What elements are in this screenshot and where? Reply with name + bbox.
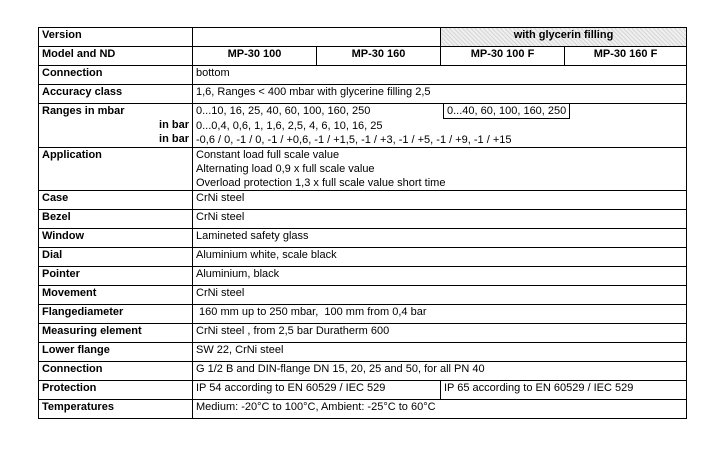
accuracy-row [39, 85, 687, 104]
spec-table [38, 27, 687, 419]
ranges-label: Ranges in mbar [42, 105, 125, 117]
spec-table-container [38, 27, 686, 419]
temperatures-row [39, 400, 687, 419]
window-value: Lamineted safety glass [193, 229, 687, 248]
bezel-label: Bezel [39, 210, 193, 229]
temperatures-label: Temperatures [39, 400, 193, 419]
application-line-3: Overload protection 1,3 x full scale value short time [196, 177, 446, 189]
glycerin-filling-header: with glycerin filling [441, 28, 687, 47]
model-mp30-160: MP-30 160 [317, 47, 441, 66]
lower-flange-label: Lower flange [39, 343, 193, 362]
application-line-1: Constant load full scale value [196, 149, 340, 161]
ranges-row [39, 104, 687, 148]
ranges-bar2-label: in bar [159, 133, 189, 145]
model-row [39, 47, 687, 66]
connection2-value: G 1/2 B and DIN-flange DN 15, 20, 25 and 50, for all PN 40 [193, 362, 687, 381]
protection-right: IP 65 according to EN 60529 / IEC 529 [441, 381, 687, 400]
application-line-2: Alternating load 0,9 x full scale value [196, 163, 375, 175]
ranges-bar-values: 0...0,4, 0,6, 1, 1,6, 2,5, 4, 6, 10, 16, 25 [196, 120, 383, 132]
lower-flange-row [39, 343, 687, 362]
movement-row [39, 286, 687, 305]
measuring-element-value: CrNi steel , from 2,5 bar Duratherm 600 [193, 324, 687, 343]
dial-label: Dial [39, 248, 193, 267]
window-label: Window [39, 229, 193, 248]
connection-label: Connection [39, 66, 193, 85]
connection-value: bottom [193, 66, 687, 85]
application-row [39, 148, 687, 191]
application-values [193, 148, 687, 191]
measuring-element-label: Measuring element [39, 324, 193, 343]
measuring-element-row [39, 324, 687, 343]
ranges-mbar-left: 0...10, 16, 25, 40, 60, 100, 160, 250 [196, 105, 371, 117]
accuracy-value: 1,6, Ranges < 400 mbar with glycerine filling 2,5 [193, 85, 687, 104]
bezel-row [39, 210, 687, 229]
protection-row [39, 381, 687, 400]
model-label: Model and ND [39, 47, 193, 66]
movement-label: Movement [39, 286, 193, 305]
case-value: CrNi steel [193, 191, 687, 210]
temperatures-value: Medium: -20°C to 100°C, Ambient: -25°C to 60°C [193, 400, 687, 419]
pointer-value: Aluminium, black [193, 267, 687, 286]
ranges-label-cell [39, 104, 193, 148]
ranges-mbar-line [196, 104, 683, 119]
pointer-label: Pointer [39, 267, 193, 286]
version-empty-cell [193, 28, 441, 47]
dial-row [39, 248, 687, 267]
ranges-values-cell [193, 104, 687, 148]
application-label: Application [39, 148, 193, 191]
case-row [39, 191, 687, 210]
model-mp30-100: MP-30 100 [193, 47, 317, 66]
version-label: Version [39, 28, 193, 47]
bezel-value: CrNi steel [193, 210, 687, 229]
window-row [39, 229, 687, 248]
connection2-row [39, 362, 687, 381]
protection-label: Protection [39, 381, 193, 400]
protection-left: IP 54 according to EN 60529 / IEC 529 [193, 381, 441, 400]
lower-flange-value: SW 22, CrNi steel [193, 343, 687, 362]
flangediameter-row [39, 305, 687, 324]
model-mp30-160f: MP-30 160 F [565, 47, 687, 66]
flangediameter-label: Flangediameter [39, 305, 193, 324]
accuracy-label: Accuracy class [39, 85, 193, 104]
case-label: Case [39, 191, 193, 210]
ranges-mbar-right: 0...40, 60, 100, 160, 250 [443, 104, 570, 120]
connection-row [39, 66, 687, 85]
connection2-label: Connection [39, 362, 193, 381]
flangediameter-value: 160 mm up to 250 mbar, 100 mm from 0,4 bar [193, 305, 687, 324]
dial-value: Aluminium white, scale black [193, 248, 687, 267]
ranges-bar2-values: -0,6 / 0, -1 / 0, -1 / +0,6, -1 / +1,5, -1 / +3, -1 / +5, -1 / +9, -1 / +15 [196, 134, 512, 146]
version-row [39, 28, 687, 47]
ranges-bar-label: in bar [159, 119, 189, 131]
model-mp30-100f: MP-30 100 F [441, 47, 565, 66]
movement-value: CrNi steel [193, 286, 687, 305]
pointer-row [39, 267, 687, 286]
